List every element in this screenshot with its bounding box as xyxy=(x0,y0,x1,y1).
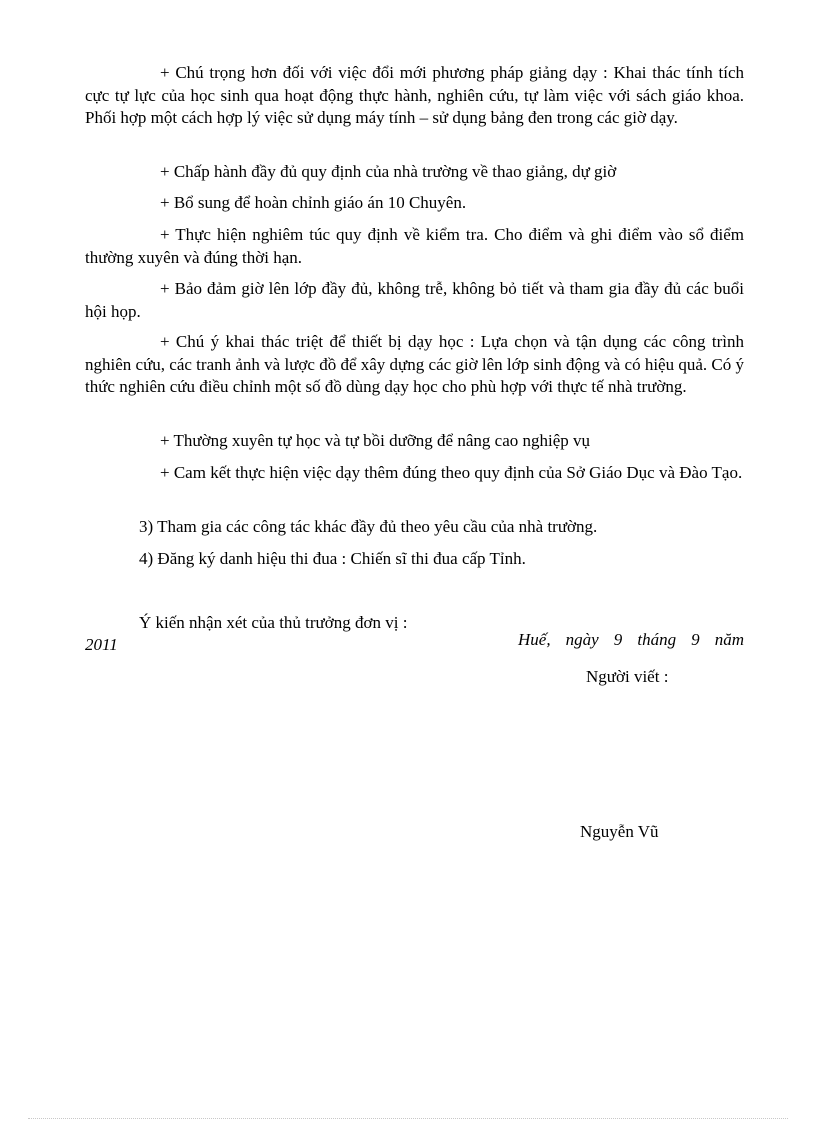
item-class-attendance: + Bảo đảm giờ lên lớp đầy đủ, không trễ, không bỏ tiết và tham gia đầy đủ các buổi hội họp. xyxy=(85,279,744,321)
point-3: 3) Tham gia các công tác khác đầy đủ theo yêu cầu của nhà trường. xyxy=(139,517,598,536)
item-assessment: + Thực hiện nghiêm túc quy định về kiểm tra. Cho điểm và ghi điểm vào sổ điểm thường xuyên và đúng thời hạn. xyxy=(85,225,744,267)
signer-name: Nguyễn Vũ xyxy=(580,822,659,841)
item-observation-rules: + Chấp hành đầy đủ quy định của nhà trường về thao giảng, dự giờ xyxy=(160,162,617,181)
page-bottom-divider xyxy=(28,1118,788,1119)
item-lesson-plan: + Bổ sung để hoàn chỉnh giáo án 10 Chuyên. xyxy=(160,193,467,212)
item-self-study: + Thường xuyên tự học và tự bồi dưỡng để nâng cao nghiệp vụ xyxy=(160,431,591,450)
item-teaching-equipment: + Chú ý khai thác triệt để thiết bị dạy học : Lựa chọn và tận dụng các công trình nghiên cứu, các tranh ảnh và lược đồ để xây dựng các giờ lên lớp sinh động và có hiệu quả. Có ý thức nghiên cứu điều chỉnh một số đồ dùng dạy học cho phù hợp với thực tế nhà trường. xyxy=(85,332,744,396)
place-date: Huế, ngày 9 tháng 9 năm xyxy=(518,630,744,649)
item-teaching-method: + Chú trọng hơn đối với việc đổi mới phương pháp giảng dạy : Khai thác tính tích cực tự lực của học sinh qua hoạt động thực hành, nghiên cứu, tự làm việc với sách giáo khoa. Phối hợp một cách hợp lý việc sử dụng máy tính – sử dụng bảng đen trong các giờ dạy. xyxy=(85,63,744,127)
point-4: 4) Đăng ký danh hiệu thi đua : Chiến sĩ thi đua cấp Tỉnh. xyxy=(139,549,526,568)
comment-label: Ý kiến nhận xét của thủ trưởng đơn vị : xyxy=(139,613,408,632)
item-extra-teaching: + Cam kết thực hiện việc dạy thêm đúng theo quy định của Sở Giáo Dục và Đào Tạo. xyxy=(160,463,743,482)
date-year: 2011 xyxy=(85,635,118,654)
writer-label: Người viết : xyxy=(586,667,669,686)
